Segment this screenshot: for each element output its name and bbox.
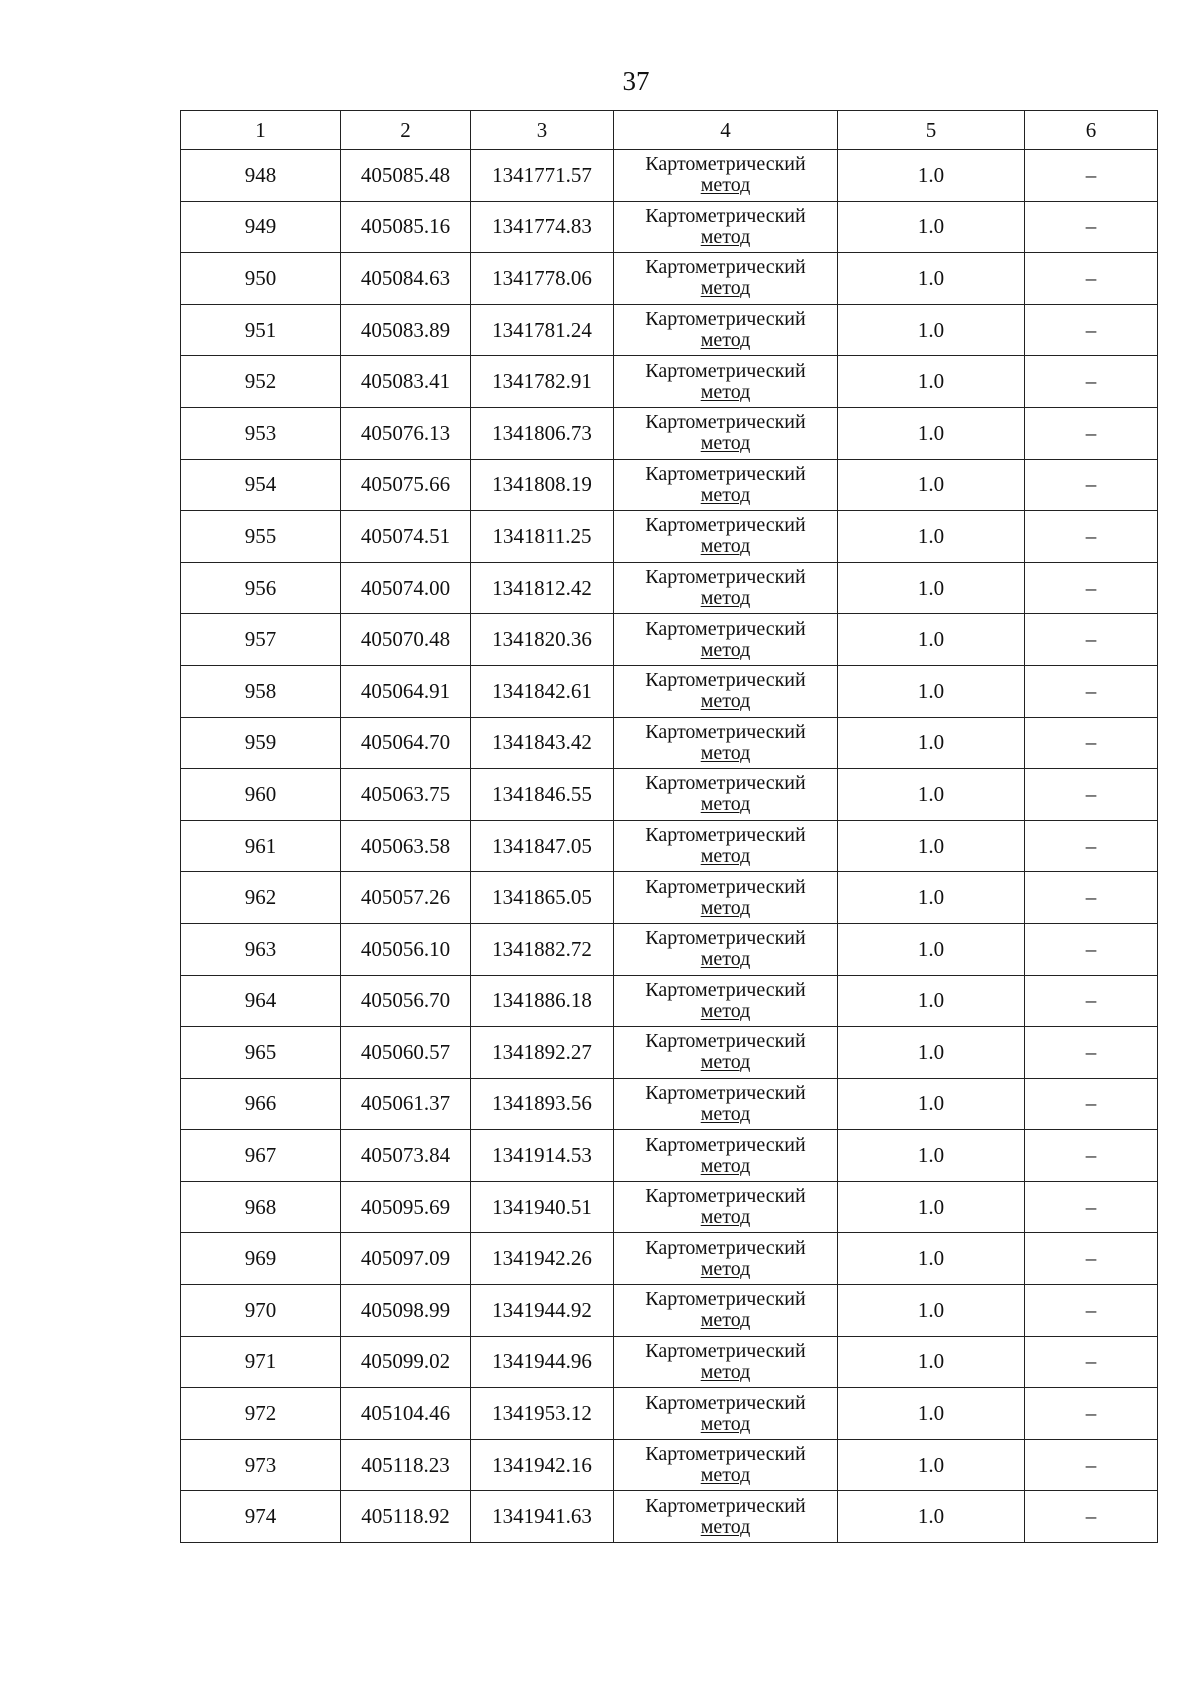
- table-row: [181, 201, 1158, 253]
- method-line-2: метод: [700, 174, 751, 197]
- y-coordinate-cell: 1341882.72: [471, 923, 614, 975]
- accuracy-cell: 1.0: [838, 1388, 1025, 1440]
- x-coordinate-cell: 405118.23: [341, 1439, 471, 1491]
- note-cell: –: [1025, 407, 1158, 459]
- accuracy-cell: 1.0: [838, 872, 1025, 924]
- note-cell: –: [1025, 820, 1158, 872]
- method-line-1: Картометрический: [645, 1081, 806, 1104]
- method-cell: [614, 1130, 838, 1182]
- method-cell: [614, 1491, 838, 1543]
- method-line-2: метод: [700, 483, 751, 506]
- method-line-1: Картометрический: [645, 824, 806, 847]
- note-cell: –: [1025, 562, 1158, 614]
- method-line-1: Картометрический: [645, 1494, 806, 1517]
- point-number-cell: 968: [181, 1181, 341, 1233]
- method-line-1: Картометрический: [645, 308, 806, 331]
- coordinates-table: [180, 110, 1158, 1543]
- method-line-1: Картометрический: [645, 669, 806, 692]
- accuracy-cell: 1.0: [838, 459, 1025, 511]
- note-cell: –: [1025, 1027, 1158, 1079]
- header-col-1: 1: [181, 111, 341, 150]
- table-row: [181, 1336, 1158, 1388]
- x-coordinate-cell: 405083.89: [341, 304, 471, 356]
- note-cell: –: [1025, 201, 1158, 253]
- point-number-cell: 974: [181, 1491, 341, 1543]
- y-coordinate-cell: 1341778.06: [471, 253, 614, 305]
- note-cell: –: [1025, 975, 1158, 1027]
- method-cell: [614, 665, 838, 717]
- x-coordinate-cell: 405085.16: [341, 201, 471, 253]
- point-number-cell: 959: [181, 717, 341, 769]
- method-line-1: Картометрический: [645, 1443, 806, 1466]
- method-line-1: Картометрический: [645, 875, 806, 898]
- point-number-cell: 972: [181, 1388, 341, 1440]
- point-number-cell: 958: [181, 665, 341, 717]
- method-line-2: метод: [700, 638, 751, 661]
- method-line-1: Картометрический: [645, 1133, 806, 1156]
- note-cell: –: [1025, 1078, 1158, 1130]
- method-cell: [614, 1336, 838, 1388]
- method-cell: [614, 872, 838, 924]
- point-number-cell: 965: [181, 1027, 341, 1079]
- y-coordinate-cell: 1341893.56: [471, 1078, 614, 1130]
- method-cell: [614, 459, 838, 511]
- accuracy-cell: 1.0: [838, 253, 1025, 305]
- method-cell: [614, 1439, 838, 1491]
- method-line-1: Картометрический: [645, 514, 806, 537]
- method-cell: [614, 820, 838, 872]
- y-coordinate-cell: 1341842.61: [471, 665, 614, 717]
- accuracy-cell: 1.0: [838, 923, 1025, 975]
- header-col-4: 4: [614, 111, 838, 150]
- point-number-cell: 957: [181, 614, 341, 666]
- y-coordinate-cell: 1341942.26: [471, 1233, 614, 1285]
- method-cell: [614, 1285, 838, 1337]
- accuracy-cell: 1.0: [838, 304, 1025, 356]
- note-cell: –: [1025, 150, 1158, 202]
- method-line-1: Картометрический: [645, 720, 806, 743]
- point-number-cell: 951: [181, 304, 341, 356]
- y-coordinate-cell: 1341846.55: [471, 769, 614, 821]
- method-cell: [614, 562, 838, 614]
- table-row: [181, 511, 1158, 563]
- point-number-cell: 953: [181, 407, 341, 459]
- x-coordinate-cell: 405074.00: [341, 562, 471, 614]
- note-cell: –: [1025, 304, 1158, 356]
- header-col-5: 5: [838, 111, 1025, 150]
- method-line-1: Картометрический: [645, 1236, 806, 1259]
- method-cell: [614, 253, 838, 305]
- point-number-cell: 960: [181, 769, 341, 821]
- note-cell: –: [1025, 1491, 1158, 1543]
- point-number-cell: 962: [181, 872, 341, 924]
- method-line-2: метод: [700, 845, 751, 868]
- x-coordinate-cell: 405064.91: [341, 665, 471, 717]
- table-row: [181, 1130, 1158, 1182]
- x-coordinate-cell: 405085.48: [341, 150, 471, 202]
- method-line-2: метод: [700, 741, 751, 764]
- x-coordinate-cell: 405099.02: [341, 1336, 471, 1388]
- x-coordinate-cell: 405063.75: [341, 769, 471, 821]
- method-line-1: Картометрический: [645, 617, 806, 640]
- method-line-2: метод: [700, 1051, 751, 1074]
- method-line-1: Картометрический: [645, 978, 806, 1001]
- method-cell: [614, 356, 838, 408]
- y-coordinate-cell: 1341914.53: [471, 1130, 614, 1182]
- method-line-1: Картометрический: [645, 772, 806, 795]
- accuracy-cell: 1.0: [838, 1027, 1025, 1079]
- method-cell: [614, 1181, 838, 1233]
- method-line-1: Картометрический: [645, 1030, 806, 1053]
- x-coordinate-cell: 405063.58: [341, 820, 471, 872]
- y-coordinate-cell: 1341843.42: [471, 717, 614, 769]
- table-row: [181, 1233, 1158, 1285]
- method-line-1: Картометрический: [645, 153, 806, 176]
- method-line-2: метод: [700, 1102, 751, 1125]
- method-line-2: метод: [700, 1257, 751, 1280]
- note-cell: –: [1025, 253, 1158, 305]
- method-cell: [614, 717, 838, 769]
- x-coordinate-cell: 405070.48: [341, 614, 471, 666]
- y-coordinate-cell: 1341806.73: [471, 407, 614, 459]
- note-cell: –: [1025, 1336, 1158, 1388]
- table-row: [181, 975, 1158, 1027]
- table-row: [181, 150, 1158, 202]
- table-row: [181, 1027, 1158, 1079]
- method-line-1: Картометрический: [645, 204, 806, 227]
- y-coordinate-cell: 1341847.05: [471, 820, 614, 872]
- method-cell: [614, 407, 838, 459]
- note-cell: –: [1025, 356, 1158, 408]
- point-number-cell: 956: [181, 562, 341, 614]
- table-row: [181, 1388, 1158, 1440]
- y-coordinate-cell: 1341782.91: [471, 356, 614, 408]
- note-cell: –: [1025, 459, 1158, 511]
- y-coordinate-cell: 1341820.36: [471, 614, 614, 666]
- point-number-cell: 952: [181, 356, 341, 408]
- method-line-2: метод: [700, 329, 751, 352]
- method-line-2: метод: [700, 690, 751, 713]
- x-coordinate-cell: 405097.09: [341, 1233, 471, 1285]
- x-coordinate-cell: 405104.46: [341, 1388, 471, 1440]
- x-coordinate-cell: 405056.70: [341, 975, 471, 1027]
- header-col-2: 2: [341, 111, 471, 150]
- table-row: [181, 614, 1158, 666]
- accuracy-cell: 1.0: [838, 1336, 1025, 1388]
- table-row: [181, 1491, 1158, 1543]
- header-col-3: 3: [471, 111, 614, 150]
- method-line-2: метод: [700, 380, 751, 403]
- note-cell: –: [1025, 1233, 1158, 1285]
- y-coordinate-cell: 1341886.18: [471, 975, 614, 1027]
- table-row: [181, 253, 1158, 305]
- accuracy-cell: 1.0: [838, 407, 1025, 459]
- method-line-2: метод: [700, 535, 751, 558]
- x-coordinate-cell: 405076.13: [341, 407, 471, 459]
- accuracy-cell: 1.0: [838, 1181, 1025, 1233]
- note-cell: –: [1025, 1388, 1158, 1440]
- y-coordinate-cell: 1341781.24: [471, 304, 614, 356]
- x-coordinate-cell: 405056.10: [341, 923, 471, 975]
- accuracy-cell: 1.0: [838, 356, 1025, 408]
- table-row: [181, 562, 1158, 614]
- note-cell: –: [1025, 1181, 1158, 1233]
- x-coordinate-cell: 405057.26: [341, 872, 471, 924]
- note-cell: –: [1025, 1130, 1158, 1182]
- method-line-1: Картометрический: [645, 359, 806, 382]
- y-coordinate-cell: 1341940.51: [471, 1181, 614, 1233]
- table-row: [181, 820, 1158, 872]
- method-line-2: метод: [700, 1154, 751, 1177]
- point-number-cell: 949: [181, 201, 341, 253]
- accuracy-cell: 1.0: [838, 614, 1025, 666]
- method-line-1: Картометрический: [645, 411, 806, 434]
- method-cell: [614, 304, 838, 356]
- x-coordinate-cell: 405074.51: [341, 511, 471, 563]
- note-cell: –: [1025, 1439, 1158, 1491]
- accuracy-cell: 1.0: [838, 975, 1025, 1027]
- method-cell: [614, 511, 838, 563]
- y-coordinate-cell: 1341774.83: [471, 201, 614, 253]
- method-line-1: Картометрический: [645, 1391, 806, 1414]
- table-row: [181, 1439, 1158, 1491]
- table-row: [181, 872, 1158, 924]
- y-coordinate-cell: 1341944.92: [471, 1285, 614, 1337]
- x-coordinate-cell: 405073.84: [341, 1130, 471, 1182]
- table-row: [181, 1078, 1158, 1130]
- y-coordinate-cell: 1341808.19: [471, 459, 614, 511]
- accuracy-cell: 1.0: [838, 1233, 1025, 1285]
- method-cell: [614, 150, 838, 202]
- point-number-cell: 973: [181, 1439, 341, 1491]
- note-cell: –: [1025, 614, 1158, 666]
- method-cell: [614, 1078, 838, 1130]
- y-coordinate-cell: 1341865.05: [471, 872, 614, 924]
- y-coordinate-cell: 1341771.57: [471, 150, 614, 202]
- accuracy-cell: 1.0: [838, 1285, 1025, 1337]
- method-line-2: метод: [700, 432, 751, 455]
- method-line-2: метод: [700, 1412, 751, 1435]
- point-number-cell: 971: [181, 1336, 341, 1388]
- point-number-cell: 955: [181, 511, 341, 563]
- table-row: [181, 665, 1158, 717]
- table-row: [181, 459, 1158, 511]
- y-coordinate-cell: 1341942.16: [471, 1439, 614, 1491]
- point-number-cell: 954: [181, 459, 341, 511]
- table-row: [181, 717, 1158, 769]
- accuracy-cell: 1.0: [838, 769, 1025, 821]
- method-line-2: метод: [700, 1309, 751, 1332]
- y-coordinate-cell: 1341941.63: [471, 1491, 614, 1543]
- note-cell: –: [1025, 1285, 1158, 1337]
- method-line-2: метод: [700, 999, 751, 1022]
- x-coordinate-cell: 405098.99: [341, 1285, 471, 1337]
- accuracy-cell: 1.0: [838, 511, 1025, 563]
- method-cell: [614, 1388, 838, 1440]
- table-row: [181, 923, 1158, 975]
- point-number-cell: 969: [181, 1233, 341, 1285]
- method-line-2: метод: [700, 225, 751, 248]
- accuracy-cell: 1.0: [838, 1439, 1025, 1491]
- accuracy-cell: 1.0: [838, 717, 1025, 769]
- method-line-1: Картометрический: [645, 566, 806, 589]
- method-line-2: метод: [700, 948, 751, 971]
- y-coordinate-cell: 1341811.25: [471, 511, 614, 563]
- accuracy-cell: 1.0: [838, 1491, 1025, 1543]
- x-coordinate-cell: 405095.69: [341, 1181, 471, 1233]
- method-cell: [614, 614, 838, 666]
- method-line-2: метод: [700, 896, 751, 919]
- note-cell: –: [1025, 511, 1158, 563]
- point-number-cell: 970: [181, 1285, 341, 1337]
- point-number-cell: 966: [181, 1078, 341, 1130]
- x-coordinate-cell: 405075.66: [341, 459, 471, 511]
- method-line-2: метод: [700, 1360, 751, 1383]
- header-row: [181, 111, 1158, 150]
- note-cell: –: [1025, 717, 1158, 769]
- method-line-2: метод: [700, 793, 751, 816]
- method-line-2: метод: [700, 587, 751, 610]
- x-coordinate-cell: 405060.57: [341, 1027, 471, 1079]
- table-row: [181, 1181, 1158, 1233]
- method-line-2: метод: [700, 1515, 751, 1538]
- method-cell: [614, 923, 838, 975]
- x-coordinate-cell: 405061.37: [341, 1078, 471, 1130]
- point-number-cell: 964: [181, 975, 341, 1027]
- point-number-cell: 950: [181, 253, 341, 305]
- method-cell: [614, 1027, 838, 1079]
- note-cell: –: [1025, 872, 1158, 924]
- accuracy-cell: 1.0: [838, 820, 1025, 872]
- method-line-1: Картометрический: [645, 1339, 806, 1362]
- header-col-6: 6: [1025, 111, 1158, 150]
- accuracy-cell: 1.0: [838, 665, 1025, 717]
- x-coordinate-cell: 405084.63: [341, 253, 471, 305]
- x-coordinate-cell: 405064.70: [341, 717, 471, 769]
- x-coordinate-cell: 405083.41: [341, 356, 471, 408]
- table-row: [181, 769, 1158, 821]
- x-coordinate-cell: 405118.92: [341, 1491, 471, 1543]
- table-row: [181, 407, 1158, 459]
- point-number-cell: 963: [181, 923, 341, 975]
- method-line-1: Картометрический: [645, 927, 806, 950]
- table-header: [181, 111, 1158, 150]
- accuracy-cell: 1.0: [838, 201, 1025, 253]
- y-coordinate-cell: 1341944.96: [471, 1336, 614, 1388]
- accuracy-cell: 1.0: [838, 1130, 1025, 1182]
- method-line-1: Картометрический: [645, 1185, 806, 1208]
- note-cell: –: [1025, 923, 1158, 975]
- point-number-cell: 967: [181, 1130, 341, 1182]
- table-row: [181, 1285, 1158, 1337]
- note-cell: –: [1025, 769, 1158, 821]
- y-coordinate-cell: 1341953.12: [471, 1388, 614, 1440]
- method-line-2: метод: [700, 1464, 751, 1487]
- point-number-cell: 961: [181, 820, 341, 872]
- method-cell: [614, 769, 838, 821]
- y-coordinate-cell: 1341812.42: [471, 562, 614, 614]
- y-coordinate-cell: 1341892.27: [471, 1027, 614, 1079]
- method-line-1: Картометрический: [645, 1288, 806, 1311]
- accuracy-cell: 1.0: [838, 562, 1025, 614]
- accuracy-cell: 1.0: [838, 1078, 1025, 1130]
- method-line-2: метод: [700, 277, 751, 300]
- page-number: 37: [622, 66, 650, 96]
- table-body: [181, 150, 1158, 1543]
- accuracy-cell: 1.0: [838, 150, 1025, 202]
- table-row: [181, 356, 1158, 408]
- method-cell: [614, 1233, 838, 1285]
- method-line-2: метод: [700, 1206, 751, 1229]
- table-row: [181, 304, 1158, 356]
- method-cell: [614, 201, 838, 253]
- method-line-1: Картометрический: [645, 256, 806, 279]
- note-cell: –: [1025, 665, 1158, 717]
- method-cell: [614, 975, 838, 1027]
- point-number-cell: 948: [181, 150, 341, 202]
- method-line-1: Картометрический: [645, 462, 806, 485]
